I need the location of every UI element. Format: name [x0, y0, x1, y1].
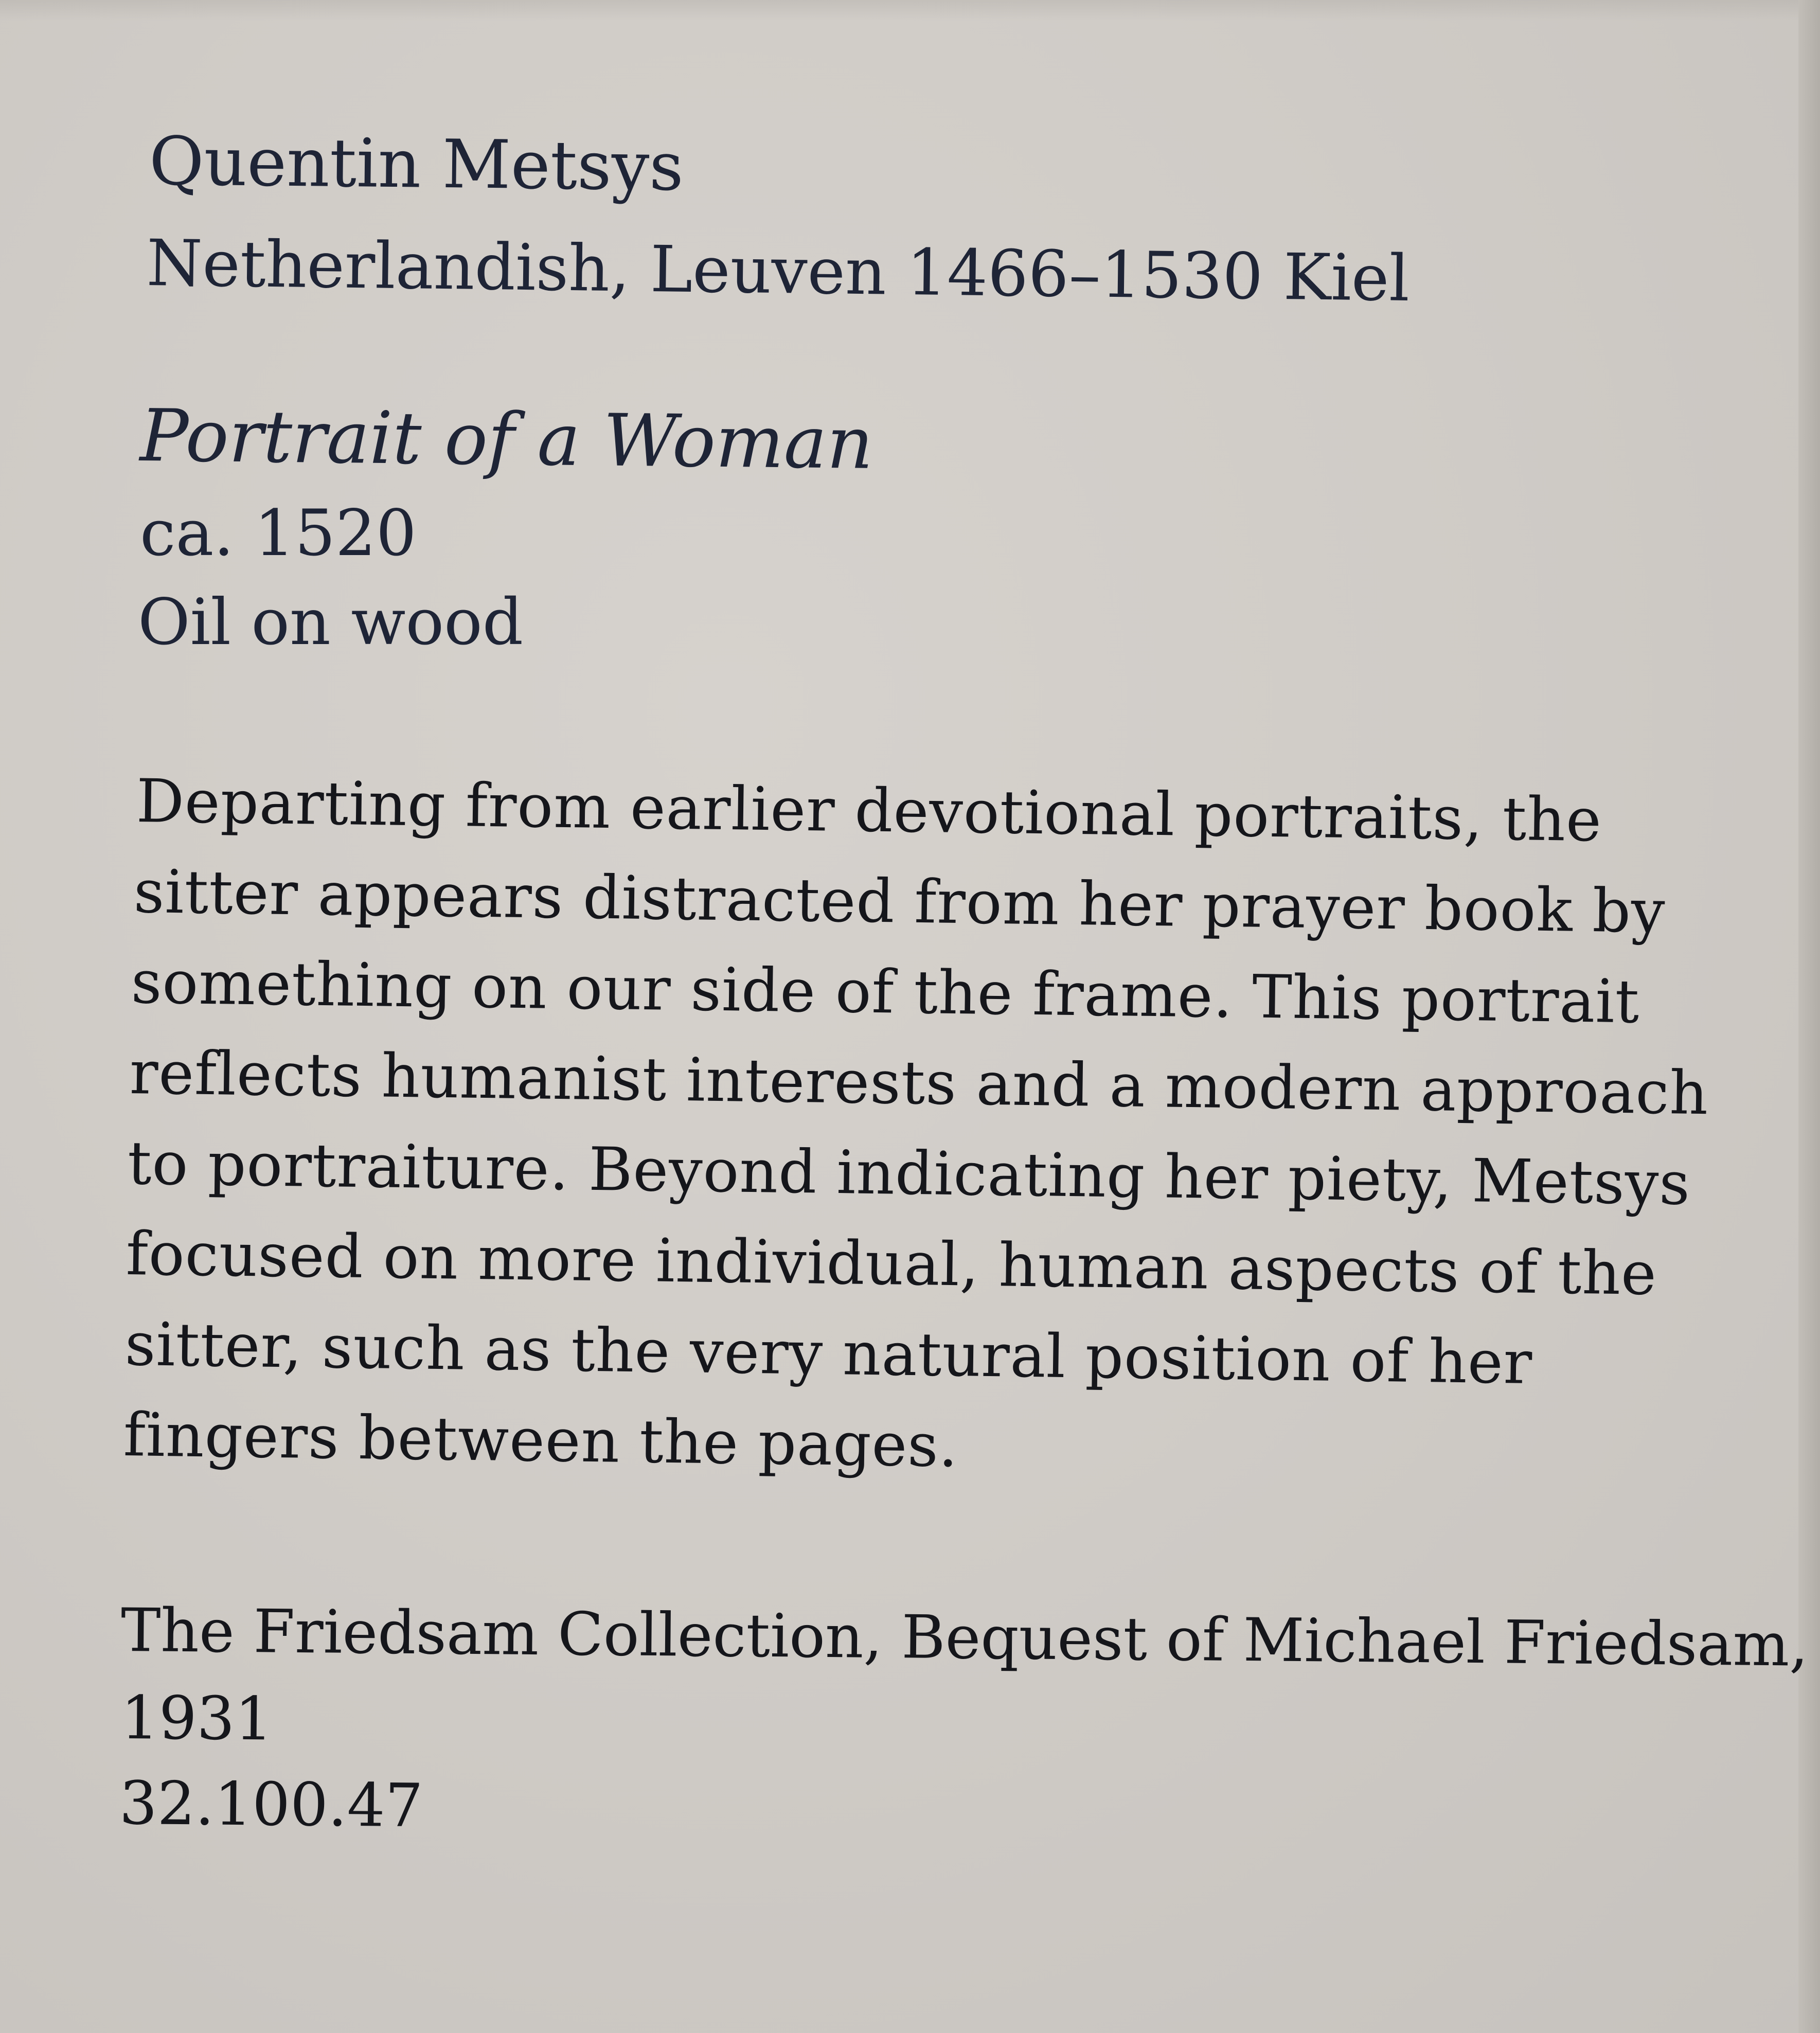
card-right-edge — [1798, 0, 1820, 2033]
description-line: reflects humanist interests and a modern approach — [129, 1038, 1709, 1129]
description-line: to portraiture. Beyond indicating her piety, Metsys — [127, 1129, 1691, 1219]
credit-line: The Friedsam Collection, Bequest of Michael Friedsam, — [120, 1596, 1809, 1680]
description-line: sitter, such as the very natural position of her — [124, 1310, 1533, 1398]
artist-nationality-dates: Netherlandish, Leuven 1466–1530 Kiel — [146, 226, 1410, 316]
artist-name: Quentin Metsys — [149, 122, 684, 206]
description-line: fingers between the pages. — [123, 1400, 959, 1481]
artwork-medium: Oil on wood — [138, 585, 524, 659]
acquisition-year: 1931 — [120, 1683, 273, 1754]
artwork-date: ca. 1520 — [140, 496, 417, 570]
description-line: something on our side of the frame. This portrait — [131, 948, 1640, 1037]
description-line: Departing from earlier devotional portraits, the — [136, 766, 1602, 855]
description-line: sitter appears distracted from her prayer book by — [133, 857, 1666, 947]
artwork-title: Portrait of a Woman — [139, 394, 874, 486]
description-line: focused on more individual, human aspects of the — [126, 1219, 1657, 1309]
accession-number: 32.100.47 — [119, 1769, 423, 1841]
